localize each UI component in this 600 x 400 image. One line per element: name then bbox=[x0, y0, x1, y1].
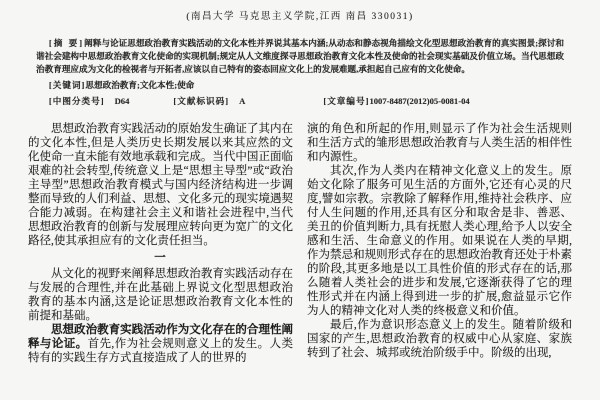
left-column bbox=[28, 122, 293, 365]
keywords-label: [关键词] bbox=[48, 80, 86, 90]
left-paragraph-1: 思想政治教育实践活动的原始发生确证了其内在的文化本性,但是人类历史长期发展以来其应然的文化使命一直未能有效地承载和完成。当代中国正面临艰难的社会转型,传统意义上是“思想主导型”或“政治主导型”思想政治教育模式与国内经济结构进一步调整而导致的人们利益、思想、文化多元的现实境遇契合能力减弱。在构建社会主义和谐社会进程中,当代思想政治教育的创新与发展理应转向更为宽广的文化路径,使其承担应有的文化责任担当。 bbox=[28, 123, 293, 247]
right-column bbox=[307, 122, 572, 365]
meta-line bbox=[36, 95, 564, 108]
keywords-text: 思想政治教育;文化本性;使命 bbox=[85, 80, 195, 90]
clc-label: [中图分类号] bbox=[48, 96, 105, 106]
abstract bbox=[36, 37, 564, 76]
right-paragraph-1: 演的角色和所起的作用,则显示了作为社会生活规则和生活方式的雏形思想政治教育与人类生活的相伴性和内源性。 bbox=[307, 123, 572, 163]
keywords-line bbox=[36, 79, 564, 92]
right-paragraph-2: 其次,作为人类内在精神文化意义上的发生。原始文化除了服务可见生活的方面外,它还有心灵的尺度,譬如宗教。宗教除了解释作用,维持社会秩序、应付人生问题的作用,还具有区分和取舍是非、善恶、美丑的价值判断力,具有抚慰人类心理,给予人以安全感和生活、生命意义的作用。如果说在人类的早期,作为禁忌和规则形式存在的思想政治教育还处于朴素的阶段,其更多地是以工具性价值的形式存在的话,那么随着人类社会的进步和发展,它逐渐获得了它的理性形式并在内涵上得到进一步的扩展,愈益显示它作为人的精神文化对人类的终极意义和价值。 bbox=[307, 165, 572, 317]
right-paragraph-3: 最后,作为意识形态意义上的发生。随着阶级和国家的产生,思想政治教育的权威中心从家庭、家族转到了社会、城邦或统治阶级手中。阶级的出现, bbox=[307, 319, 572, 359]
left-paragraph-2: 从文化的视野来阐释思想政治教育实践活动存在与发展的合理性,并在此基础上界说文化型思想政治教育的基本内涵,这是论证思想政治教育文化本性的前提和基础。 bbox=[28, 268, 293, 322]
author-affiliation: (南昌大学 马克思主义学院,江西 南昌 330031) bbox=[186, 12, 414, 22]
left-paragraph-3-rest: 首先,作为社会规则意义上的发生。人类特有的实践生存方式直接造成了人的世界的 bbox=[28, 338, 294, 364]
abstract-text: 阐释与论证思想政治教育实践活动的文化本性并界说其基本内涵;从动态和静态视角描绘文化型思想政治教育的真实图景;探讨和谐社会建构中思想政治教育文化使命的实现机制;规定从人文维度探寻思想政治教育文化本性及使命的社会现实基础及价值立场。当代思想政治教育理应成为文化的检视者与开拓者,应该以自己特有的姿态回应文化上的发展难题,承担起自己应有的文化使命。 bbox=[36, 38, 564, 74]
article-id-label: [文章编号] bbox=[323, 96, 370, 106]
article-id-value: 1007-8487(2012)05-0081-04 bbox=[369, 96, 470, 106]
body-columns bbox=[28, 122, 572, 365]
doc-code-value: A bbox=[239, 96, 246, 106]
front-matter bbox=[36, 37, 564, 108]
clc-value: D64 bbox=[114, 96, 130, 106]
left-paragraph-3 bbox=[28, 323, 293, 365]
left-paragraph-3-lead: 思想政治教育实践活动作为文化存在的合理性阐释与论证。 bbox=[28, 324, 293, 350]
section-marker-one: 一 bbox=[154, 252, 167, 264]
abstract-label: [摘 要] bbox=[48, 38, 85, 48]
doc-code-label: [文献标识码] bbox=[173, 96, 230, 106]
